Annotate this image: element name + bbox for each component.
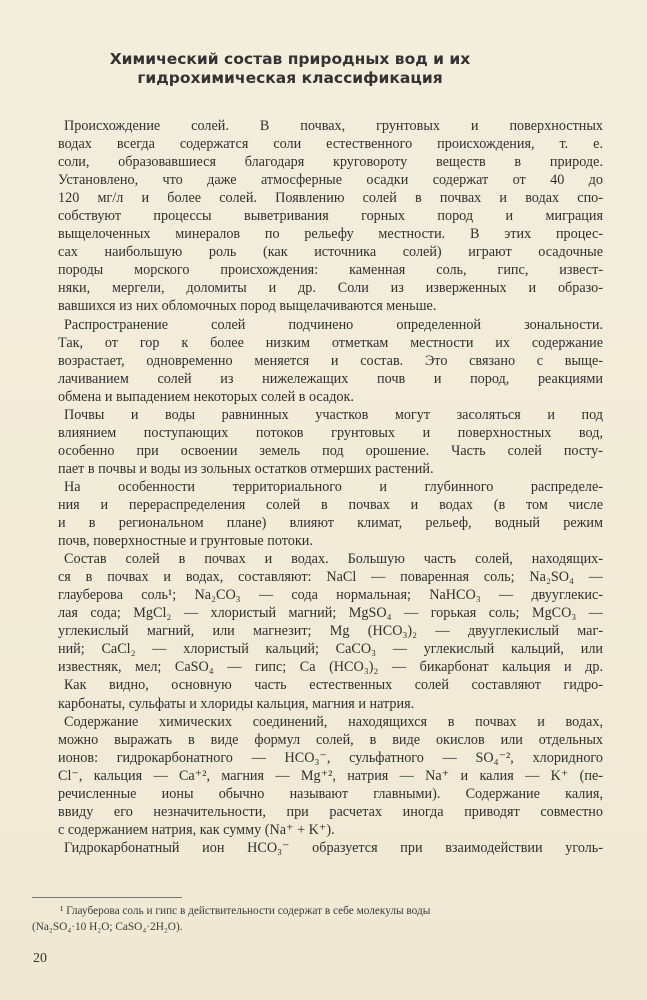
text-line: Гидрокарбонатный ион HCO₃⁻ образуется при взаимодействии уголь- <box>64 839 603 856</box>
text-line: водах всегда содержатся соли естественного происхождения, т. е. <box>58 136 603 153</box>
text-line: породы морского происхождения: каменная соль, гипс, извест- <box>58 262 603 279</box>
text-line: пает в почвы и воды из зольных остатков отмерших растений. <box>58 460 434 477</box>
text-line: Cl⁻, кальция — Ca⁺², магния — Mg⁺², натрия — Na⁺ и калия — K⁺ (пе- <box>58 767 603 784</box>
body-text <box>58 117 603 857</box>
text-line: особенно при освоении земель под орошение. Часть солей посту- <box>58 442 603 459</box>
page-number: 20 <box>33 951 47 966</box>
text-line: соли, образовавшиеся благодаря круговороту веществ в природе. <box>58 154 603 171</box>
text-line: Установлено, что даже атмосферные осадки содержат от 40 до <box>58 172 603 189</box>
text-line: глауберова соль¹; Na₂CO₃ — сода нормальная; NaHCO₃ — двууглекис- <box>58 587 603 604</box>
text-line: карбонаты, сульфаты и хлориды кальция, магния и натрия. <box>58 695 415 712</box>
text-line: Состав солей в почвах и водах. Большую часть солей, находящих- <box>64 551 603 568</box>
text-line: лая сода; MgCl₂ — хлористый магний; MgSO₄ — горькая соль; MgCO₃ — <box>58 605 603 622</box>
text-line: вавшихся из них обломочных пород выщелачиваются меньше. <box>58 298 437 315</box>
text-line: и в региональном плане) влияют климат, рельеф, водный режим <box>58 515 603 532</box>
text-line: На особенности территориального и глубинного распределе- <box>64 478 603 495</box>
text-line: известняк, мел; CaSO₄ — гипс; Ca (HCO₃)₂ — бикарбонат кальция и др. <box>58 659 603 676</box>
text-line: влиянием поступающих потоков грунтовых и поверхностных вод, <box>58 424 603 441</box>
text-line: углекислый магний, или магнезит; Mg (HCO₃)₂ — двууглекислый маг- <box>58 623 603 640</box>
text-line: ния и перераспределения солей в почвах и водах (в том числе <box>58 496 603 513</box>
text-line: ионов: гидрокарбонатного — HCO₃⁻, сульфатного — SO₄⁻², хлоридного <box>58 749 603 766</box>
text-line: ний; CaCl₂ — хлористый кальций; CaCO₃ — углекислый кальций, или <box>58 641 603 658</box>
text-line: Как видно, основную часть естественных солей составляют гидро- <box>64 677 603 694</box>
text-line: речисленные ионы обычно называют главными). Содержание калия, <box>58 785 603 802</box>
section-title-line-2: гидрохимическая классификация <box>137 69 443 87</box>
text-line: собствуют процессы выветривания горных пород и миграция <box>58 208 603 225</box>
text-line: Так, от гор к более низким отметкам местности их содержание <box>58 334 603 351</box>
text-line: ся в почвах и водах, составляют: NaCl — поваренная соль; Na₂SO₄ — <box>58 569 603 586</box>
text-line: можно выражать в виде формул солей, в виде окислов или отдельных <box>58 731 603 748</box>
text-line: лачиванием солей из нижележащих почв и пород, реакциями <box>58 370 603 387</box>
text-line: возрастает, одновременно меняется и состав. Это связано с выще- <box>58 352 603 369</box>
text-line: Почвы и воды равнинных участков могут засоляться и под <box>64 406 603 423</box>
text-line: няки, мергели, доломиты и др. Соли из изверженных и образо- <box>58 280 603 297</box>
text-line: с содержанием натрия, как сумму (Na⁺ + K⁺). <box>58 821 335 838</box>
text-line: Содержание химических соединений, находящихся в почвах и водах, <box>64 713 603 730</box>
footnote-divider <box>32 897 182 898</box>
footnote <box>32 904 604 935</box>
footnote-line-2: (Na₂SO₄·10 H₂O; CaSO₄·2H₂O). <box>32 920 183 933</box>
text-line: Происхождение солей. В почвах, грунтовых и поверхностных <box>64 118 603 134</box>
text-line: Распространение солей подчинено определенной зональности. <box>64 316 603 333</box>
text-line: сах наибольшую роль (как источника солей) играют осадочные <box>58 244 603 261</box>
section-title <box>70 50 510 88</box>
footnote-line-1: ¹ Глауберова соль и гипс в действительности содержат в себе молекулы воды <box>60 905 431 917</box>
text-line: обмена и выпадением некоторых солей в осадок. <box>58 388 354 405</box>
text-line: почв, поверхностные и грунтовые потоки. <box>58 533 313 550</box>
text-line: выщелоченных минералов по рельефу местности. В этих процес- <box>58 226 603 243</box>
text-line: 120 мг/л и более солей. Появлению солей в почвах и водах спо- <box>58 190 603 207</box>
text-line: ввиду его незначительности, при расчетах иногда приводят совместно <box>58 803 603 820</box>
section-title-line-1: Химический состав природных вод и их <box>109 50 471 68</box>
